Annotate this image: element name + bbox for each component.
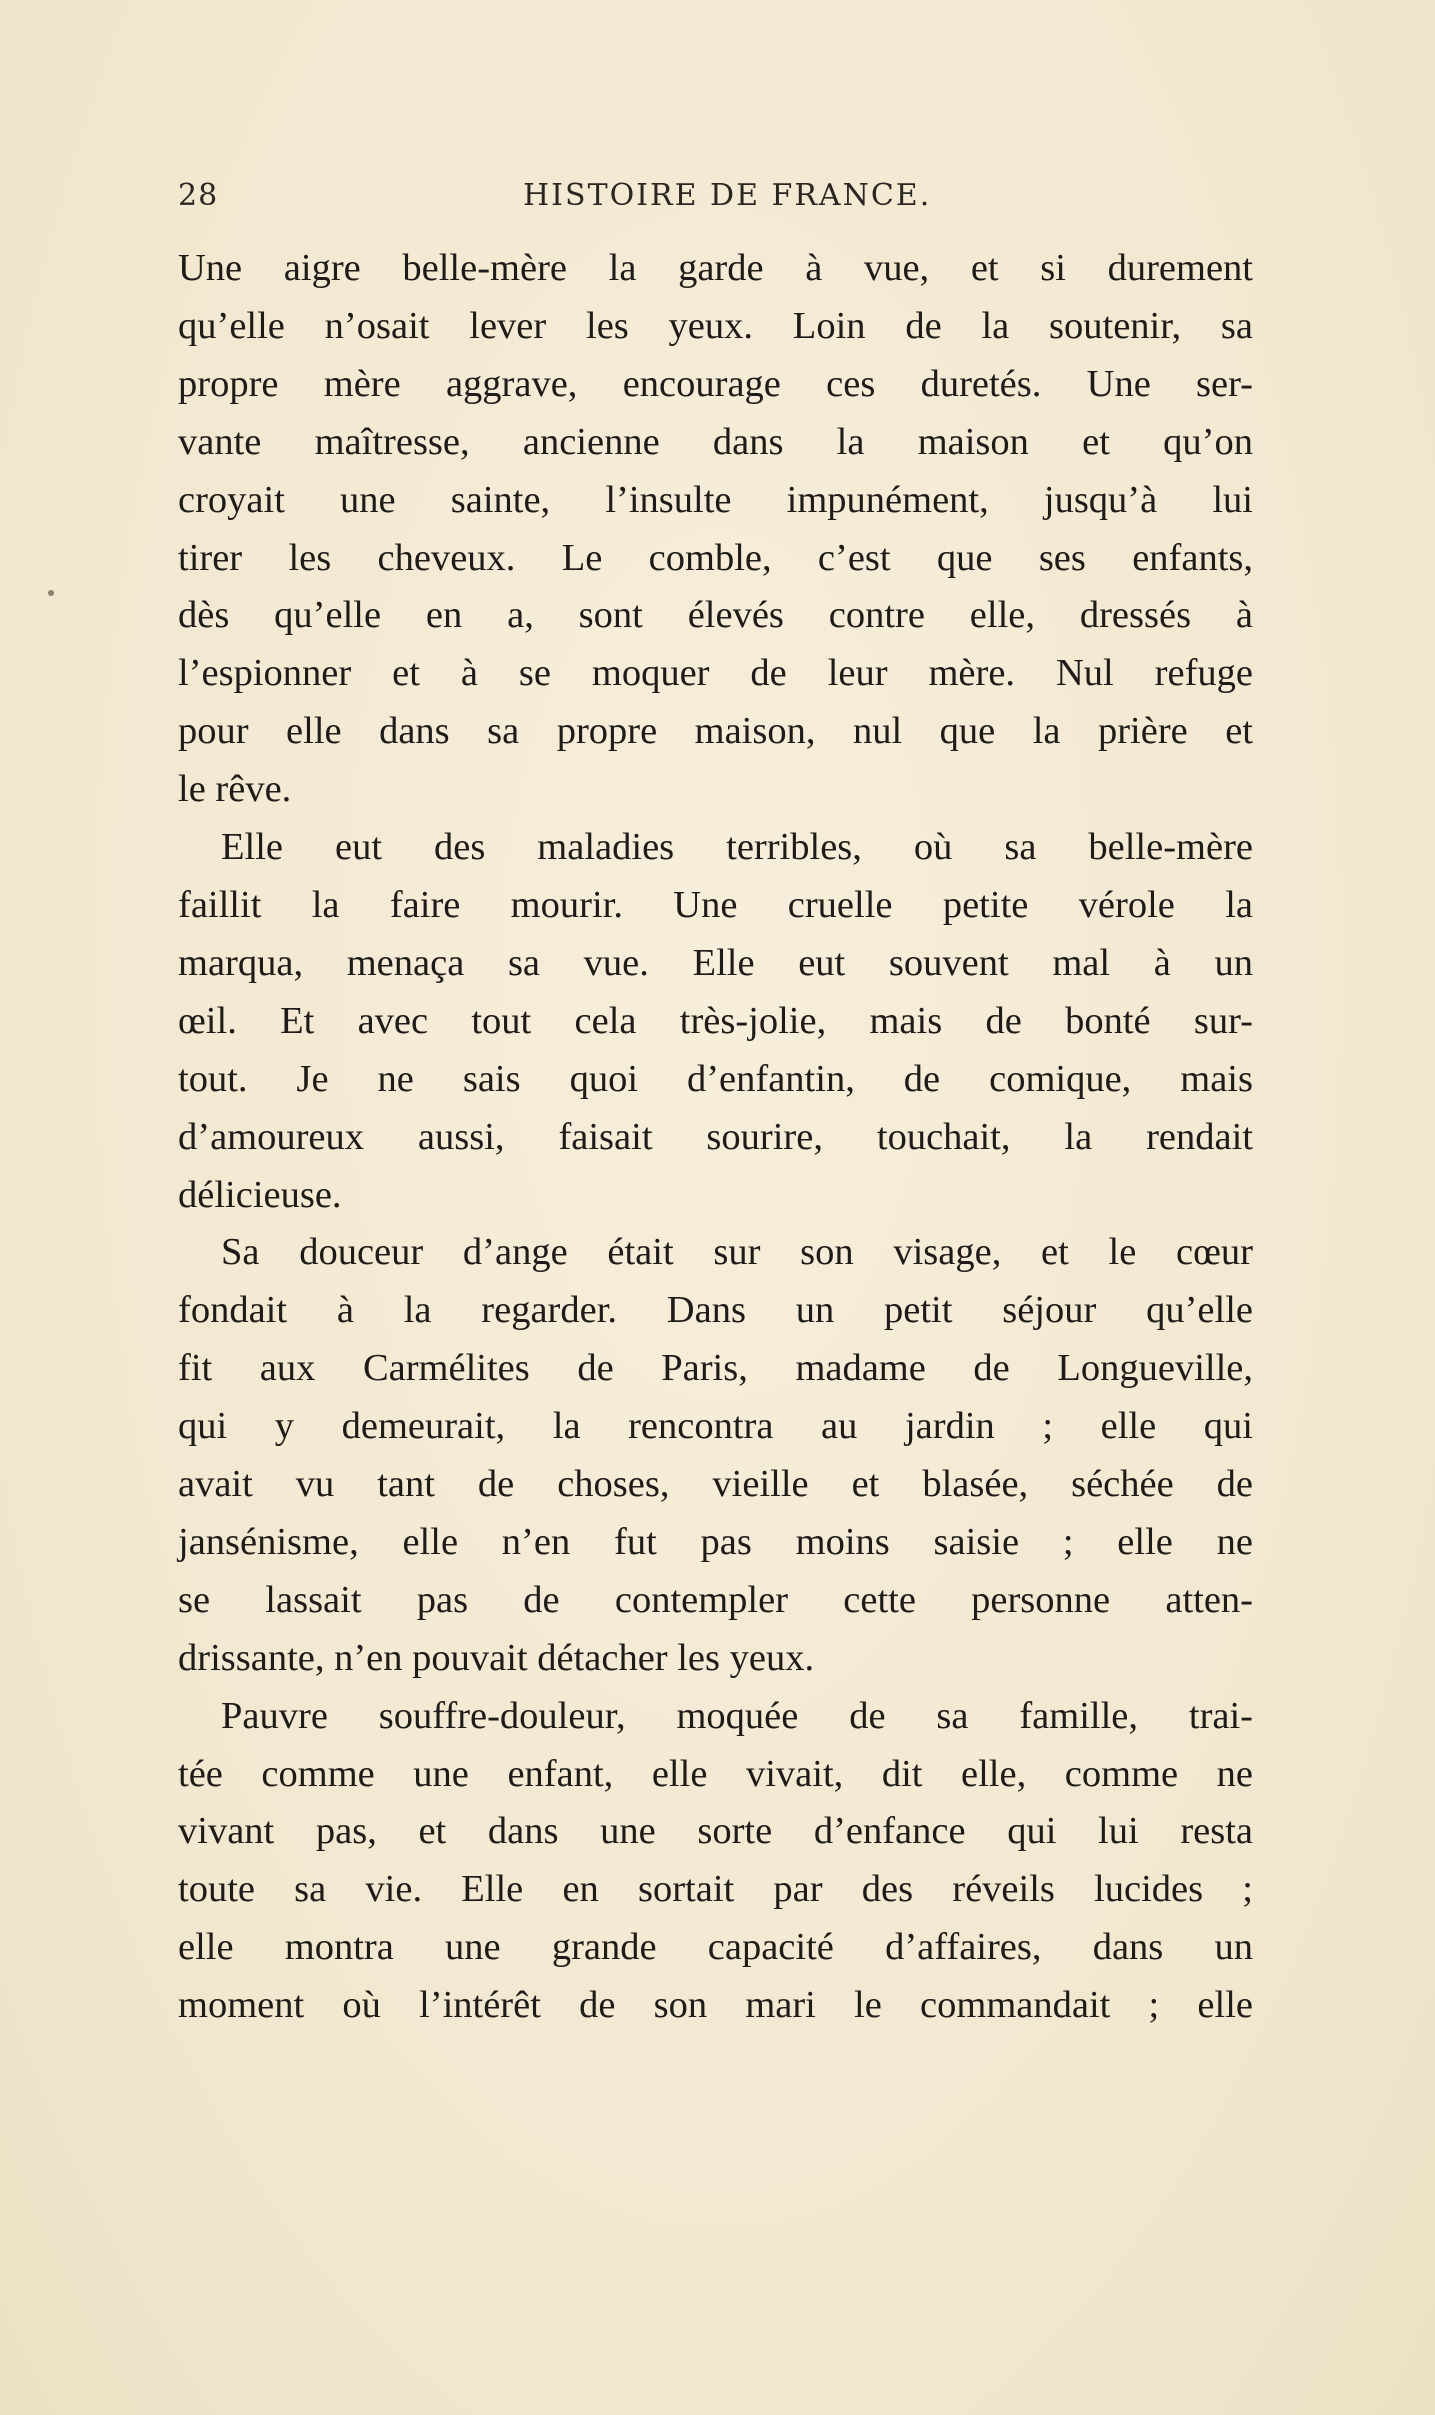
text-line: l’espionner et à se moquer de leur mère. Nul refuge — [178, 652, 1253, 695]
text-line: toute sa vie. Elle en sortait par des réveils lucides ; — [178, 1868, 1253, 1911]
text-line: fondait à la regarder. Dans un petit séjour qu’elle — [178, 1289, 1253, 1332]
text-line: vivant pas, et dans une sorte d’enfance qui lui resta — [178, 1810, 1253, 1853]
text-line: drissante, n’en pouvait détacher les yeux. — [178, 1636, 815, 1679]
text-line: qu’elle n’osait lever les yeux. Loin de la soutenir, sa — [178, 304, 1253, 347]
text-line: qui y demeurait, la rencontra au jardin ; elle qui — [178, 1405, 1253, 1448]
text-line: Elle eut des maladies terribles, où sa belle-mère — [221, 826, 1253, 869]
text-line: faillit la faire mourir. Une cruelle petite vérole la — [178, 883, 1253, 926]
text-line: propre mère aggrave, encourage ces duretés. Une ser- — [178, 362, 1253, 405]
text-line: croyait une sainte, l’insulte impunément, jusqu’à lui — [178, 478, 1253, 521]
text-line: tout. Je ne sais quoi d’enfantin, de comique, mais — [178, 1057, 1253, 1100]
paragraph — [178, 819, 1253, 1224]
text-line: Pauvre souffre-douleur, moquée de sa famille, trai- — [221, 1694, 1253, 1737]
text-line: d’amoureux aussi, faisait sourire, touchait, la rendait — [178, 1115, 1253, 1158]
text-line: le rêve. — [178, 768, 292, 811]
text-line: marqua, menaça sa vue. Elle eut souvent mal à un — [178, 941, 1253, 984]
text-line: jansénisme, elle n’en fut pas moins saisie ; elle ne — [178, 1520, 1253, 1563]
text-line: Sa douceur d’ange était sur son visage, et le cœur — [221, 1231, 1253, 1274]
text-line: pour elle dans sa propre maison, nul que la prière et — [178, 710, 1253, 753]
page-header — [178, 178, 1258, 228]
text-line: tirer les cheveux. Le comble, c’est que ses enfants, — [178, 536, 1253, 579]
page-number: 28 — [178, 178, 219, 213]
paragraph — [178, 1224, 1253, 1687]
text-line: se lassait pas de contempler cette personne atten- — [178, 1578, 1253, 1621]
text-line: moment où l’intérêt de son mari le commandait ; elle — [178, 1984, 1253, 2027]
ink-speck — [48, 590, 54, 596]
text-line: dès qu’elle en a, sont élevés contre elle, dressés à — [178, 594, 1253, 637]
text-line: fit aux Carmélites de Paris, madame de Longueville, — [178, 1347, 1253, 1390]
paragraph — [178, 240, 1253, 819]
body-text — [178, 240, 1253, 2035]
text-line: délicieuse. — [178, 1173, 342, 1216]
text-line: tée comme une enfant, elle vivait, dit elle, comme ne — [178, 1752, 1253, 1795]
text-line: elle montra une grande capacité d’affaires, dans un — [178, 1926, 1253, 1969]
text-line: œil. Et avec tout cela très-jolie, mais de bonté sur- — [178, 999, 1253, 1042]
running-title: HISTOIRE DE FRANCE. — [523, 178, 932, 213]
text-line: vante maîtresse, ancienne dans la maison et qu’on — [178, 420, 1253, 463]
text-line: avait vu tant de choses, vieille et blasée, séchée de — [178, 1463, 1253, 1506]
paragraph — [178, 1688, 1253, 2035]
text-line: Une aigre belle-mère la garde à vue, et si durement — [178, 247, 1253, 289]
